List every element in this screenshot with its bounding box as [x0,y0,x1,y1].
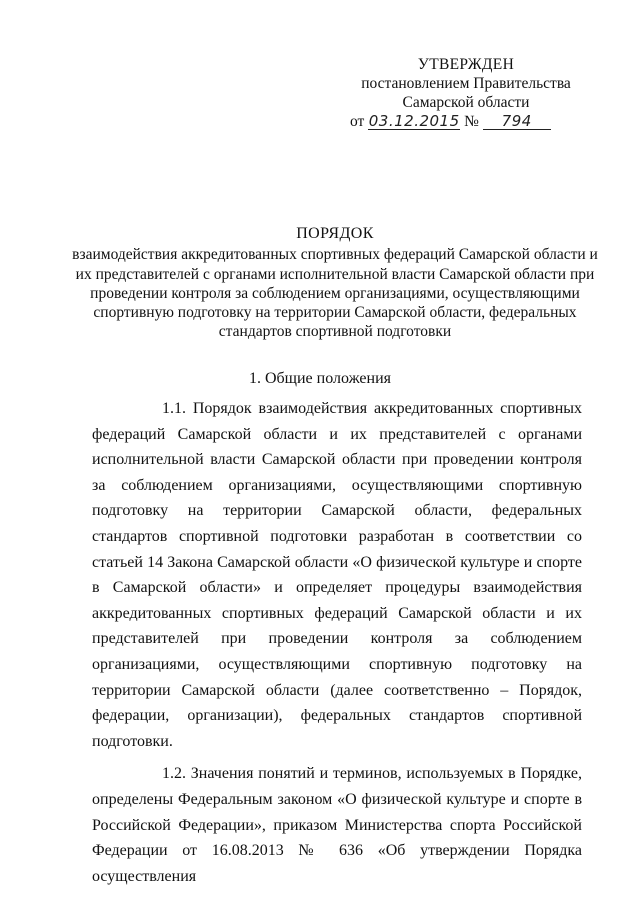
document-title: ПОРЯДОК [296,225,374,242]
paragraph-1-2: 1.2. Значения понятий и терминов, используемых в Порядке, определены Федеральным законом «О физической культуре и спорте в Российской Федерации», приказом Министерства спорта Российской Федерации от 16.08.2013 № 636 «Об утверждении Порядка осуществления [92,765,582,885]
approval-date: 03.12.2015 [368,112,460,130]
number-prefix: № [464,113,479,130]
paragraph-1-1: 1.1. Порядок взаимодействия аккредитованных спортивных федераций Самарской области и их представителей с органами исполнительной власти Самарской области при проведении контроля за соблюдением организациями, осуществляющими спортивную подготовку на территории Самарской области, федеральных стандартов спортивной подготовки разработан в соответствии со статьей 14 Закона Самарской области «О физической культуре и спорте в Самарской области» и определяет процедуры взаимодействия аккредитованных спортивных федераций Самарской области и их представителей при проведении контроля за соблюдением организациями, осуществляющими спортивную подготовку на территории Самарской области (далее соответственно – Порядок, федерации, организации), федеральных стандартов спортивной подготовки. [92,400,582,750]
approval-number: 794 [483,113,551,130]
document-body [92,396,582,896]
approval-title: УТВЕРЖДЕН [417,56,515,73]
date-prefix: от [350,113,365,130]
approval-line-1: постановлением Правительства [361,75,571,92]
document-subtitle: взаимодействия аккредитованных спортивных федераций Самарской области и их представителей с органами исполнительной власти Самарской области при проведении контроля за соблюдением организациями, осуществляющими спортивную подготовку на территории Самарской области, федеральных стандартов спортивной подготовки [72,246,598,341]
section-title: 1. Общие положения [248,370,392,387]
approval-block [346,55,586,131]
approval-line-2: Самарской области [402,94,530,111]
document-heading [70,224,600,342]
approval-date-row [350,112,586,131]
